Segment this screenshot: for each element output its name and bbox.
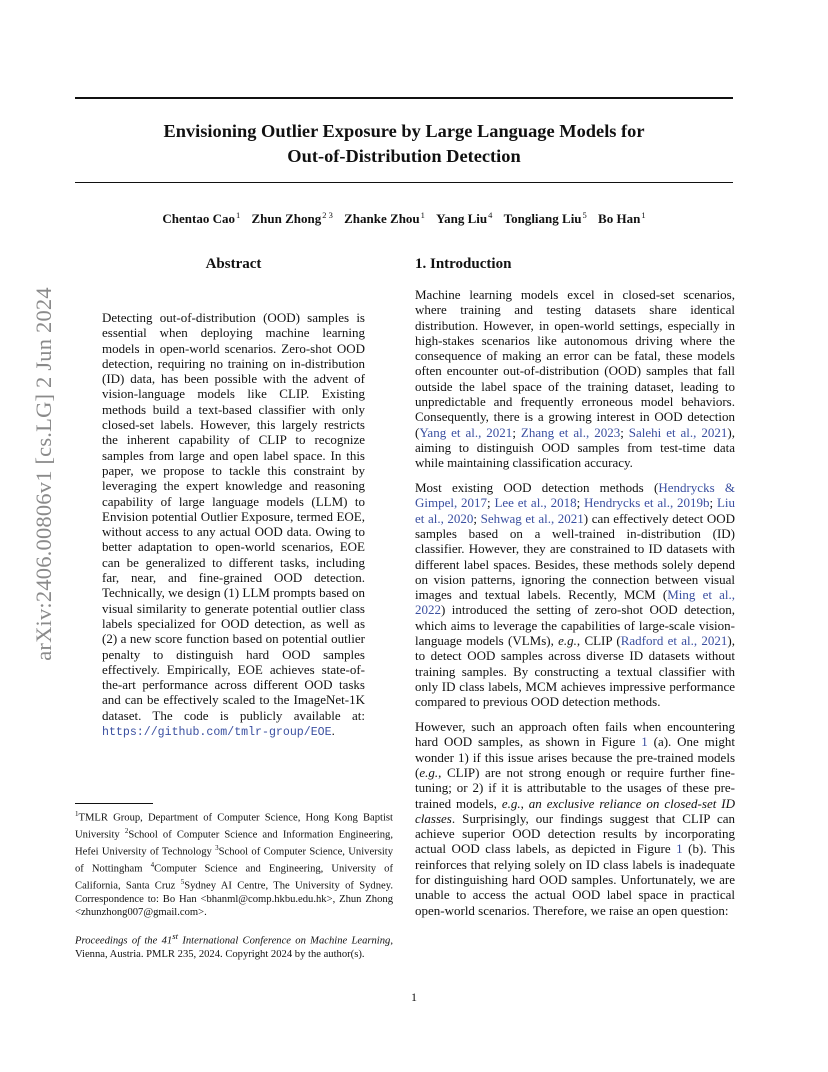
affiliation-mark: 1 xyxy=(236,210,241,220)
title-line-1: Envisioning Outlier Exposure by Large Language Models for xyxy=(163,121,645,141)
title-bottom-rule xyxy=(75,182,733,183)
introduction-heading: 1. Introduction xyxy=(415,256,512,272)
citation-link[interactable]: Yang et al., 2021 xyxy=(419,424,513,440)
author: Yang Liu$^4$ xyxy=(436,210,493,227)
introduction-body xyxy=(415,287,735,927)
citation-link[interactable]: Salehi et al., 2021 xyxy=(628,424,728,440)
figure-link[interactable]: 1 xyxy=(641,734,648,750)
author: Chentao Cao$^1$ xyxy=(162,210,241,227)
footnote-rule xyxy=(75,803,153,804)
affiliation-mark: 1 xyxy=(641,210,646,220)
citation-link[interactable]: Ming et al., 2022 xyxy=(415,587,735,618)
author: Bo Han$^1$ xyxy=(598,210,646,227)
affiliation-mark: 1 xyxy=(420,210,425,220)
intro-paragraph-2: Most existing OOD detection methods (Hendrycks & Gimpel, 2017; Lee et al., 2018; Hendrycks et al., 2019b; Liu et al., 2020; Sehwag et al., 2021) can effectively detect OOD samples based on a well-trained in-distribution (ID) classifier. However, they are constrained to ID datasets with different label spaces. Besides, these methods solely depend on vision patterns, ignoring the connection between visual images and textual labels. Recently, MCM (Ming et al., 2022) introduced the setting of zero-shot OOD detection, which aims to leverage the capabilities of large-scale vision-language models (VLMs), e.g., CLIP (Radford et al., 2021), to detect OOD samples across diverse ID datasets without training samples. By constructing a textual classifier with only ID class labels, MCM achieves impressive performance compared to previous OOD detection methods. xyxy=(415,480,735,710)
page-number: 1 xyxy=(411,990,417,1004)
intro-paragraph-1: Machine learning models excel in closed-set scenarios, where training and testing datasets share identical distribution. However, in open-world settings, especially in high-stakes scenarios like autonomous driving where the consequence of making an error can be fatal, these models often encounter out-of-distribution (OOD) samples that fall outside the label space of the training dataset, leading to unpredictable and frequently erroneous model behaviors. Consequently, there is a growing interest in OOD detection (Yang et al., 2021; Zhang et al., 2023; Salehi et al., 2021), aiming to distinguish OOD samples from test-time data while maintaining classification accuracy. xyxy=(415,287,735,471)
citation-link[interactable]: Zhang et al., 2023 xyxy=(520,424,621,440)
proceedings-note: Proceedings of the 41st International Conference on Machine Learning, Vienna, Austria. PMLR 235, 2024. Copyright 2024 by the author(s). xyxy=(75,931,393,960)
intro-paragraph-3: However, such an approach often fails when encountering hard OOD samples, as shown in Figure 1 (a). One might wonder 1) if this issue arises because the pre-trained models (e.g., CLIP) are not strong enough or require further fine-tuning; or 2) if it is attributable to the usages of these pre-trained models, e.g., an exclusive reliance on closed-set ID classes. Surprisingly, our findings suggest that CLIP can achieve superior OOD detection results by incorporating actual OOD class labels, as depicted in Figure 1 (b). This reinforces that relying solely on ID class labels is inadequate for distinguishing hard OOD samples. Unfortunately, we are unable to access the actual OOD label space in practical open-world scenarios. Therefore, we raise an open question: xyxy=(415,719,735,918)
author: Tongliang Liu$^5$ xyxy=(503,210,587,227)
citation-link[interactable]: Hendrycks et al., 2019b xyxy=(584,495,710,511)
author-list xyxy=(75,210,733,227)
citation-link[interactable]: Radford et al., 2021 xyxy=(620,633,728,649)
citation-link[interactable]: Lee et al., 2018 xyxy=(494,495,577,511)
title-line-2: Out-of-Distribution Detection xyxy=(287,146,521,166)
arxiv-identifier: arXiv:2406.00806v1 [cs.LG] 2 Jun 2024 xyxy=(31,287,56,661)
code-link[interactable]: https://github.com/tmlr-group/EOE xyxy=(102,726,332,740)
abstract-heading: Abstract xyxy=(205,256,262,272)
citation-link[interactable]: Liu et al., 2020 xyxy=(415,495,735,526)
affiliation-mark: 5 xyxy=(582,210,587,220)
abstract-paragraph: Detecting out-of-distribution (OOD) samples is essential when deploying machine learning models in open-world scenarios. Zero-shot OOD detection, requiring no training on in-distribution (ID) data, has been possible with the advent of vision-language models like CLIP. Existing methods build a text-based classifier with only closed-set labels. However, this largely restricts the inherent capability of CLIP to recognize samples from large and open label space. In this paper, we propose to tackle this constraint by leveraging the expert knowledge and reasoning capability of large language models (LLM) to Envision potential Outlier Exposure, termed EOE, without access to any actual OOD data. Owing to better adaptation to open-world scenarios, EOE can be generalized to different tasks, including far, near, and fine-grained OOD detection. Technically, we design (1) LLM prompts based on visual similarity to generate potential outlier class labels specialized for OOD detection, as well as (2) a new score function based on potential outlier penalty to distinguish hard OOD samples effectively. Empirically, EOE achieves state-of-the-art performance across different OOD tasks and can be effectively scaled to the ImageNet-1K dataset. The code is publicly available at: https://github.com/tmlr-group/EOE. xyxy=(102,310,365,740)
top-rule xyxy=(75,97,733,99)
figure-link[interactable]: 1 xyxy=(676,841,683,857)
paper-title xyxy=(75,119,733,169)
author: Zhanke Zhou$^1$ xyxy=(344,210,425,227)
citation-link[interactable]: Sehwag et al., 2021 xyxy=(480,510,584,526)
affiliation-mark: 4 xyxy=(488,210,493,220)
affiliation-footnote: $^1$TMLR Group, Department of Computer Science, Hong Kong Baptist University $^2$School of Computer Science and Information Engineering, Hefei University of Technology $^3$School of Computer Science, University of Nottingham $^4$Computer Science and Engineering, University of California, Santa Cruz $^5$Sydney AI Centre, The University of Sydney. Correspondence to: Bo Han <bhanml@comp.hkbu.edu.hk>, Zhun Zhong <zhunzhong007@gmail.com>. xyxy=(75,810,393,919)
citation-link[interactable]: Hendrycks & Gimpel, 2017 xyxy=(415,480,735,511)
author: Zhun Zhong$^{2 3}$ xyxy=(251,210,333,227)
affiliation-mark: 2 3 xyxy=(322,210,333,220)
abstract-body xyxy=(102,310,365,750)
